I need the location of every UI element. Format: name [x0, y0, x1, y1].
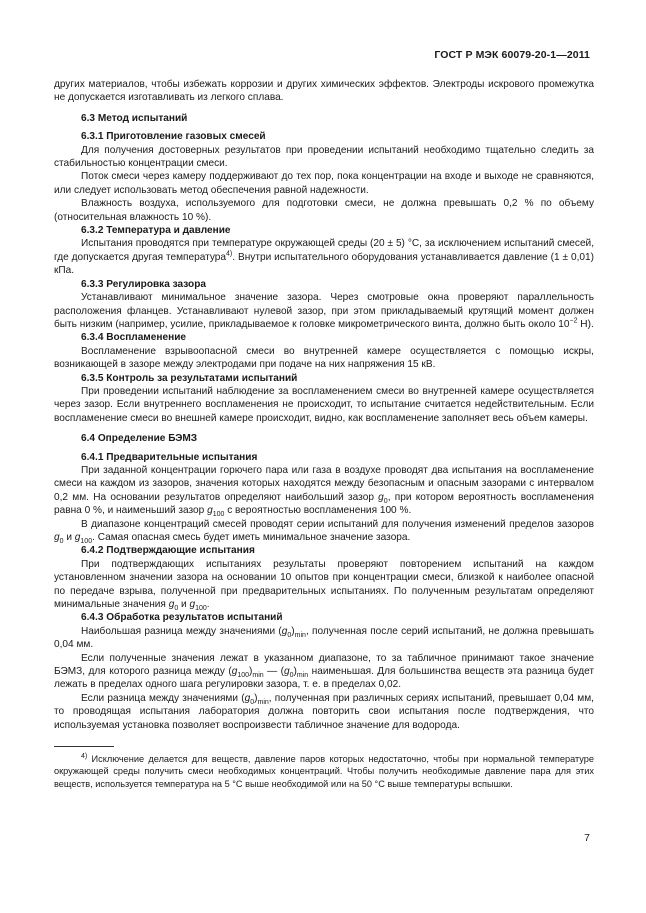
- paragraph: При заданной концентрации горючего пара или газа в воздухе проводят два испытания на воспламенение смеси на каждом из зазоров, значения которых находятся между безопасным и опасным зазорами с интервалом 0,2 мм. На основании результатов определяют наибольший зазор $g_0$, при котором вероятность воспламенения равна 0 %, и наименьший зазор $g_{100}$ с вероятностью воспламенения 100 %.: [54, 464, 594, 519]
- document-header: ГОСТ Р МЭК 60079-20-1—2011: [434, 49, 590, 61]
- paragraph: В диапазоне концентраций смесей проводят серии испытаний для получения изменений пределов зазоров $g_0$ и $g_{100}$. Самая опасная смесь будет иметь минимальное значение зазора.: [54, 518, 594, 546]
- section-6-4-3-title: 6.4.3 Обработка результатов испытаний: [81, 612, 283, 624]
- paragraph: Наибольшая разница между значениями $(g_0)_{min}$, полученная после серий испытаний, не должна превышать 0,04 мм.: [54, 625, 594, 651]
- page-number: 7: [584, 832, 590, 844]
- section-6-3-title: 6.3 Метод испытаний: [81, 112, 188, 124]
- section-6-3-4-title: 6.3.4 Воспламенение: [81, 332, 187, 344]
- paragraph: При подтверждающих испытаниях результаты проверяют повторением испытаний на каждом установленном значении зазора на основании 10 опытов при концентрации смеси, близкой к наиболее опасной по передаче взрыва, полученной при предварительных испытаниях. По полученным результатам определяют минимальные значения $g_0$ и $g_{100}$.: [54, 558, 594, 613]
- paragraph: Устанавливают минимальное значение зазора. Через смотровые окна проверяют параллельность расположения фланцев. Устанавливают нулевой зазор, при этом прикладываемый крутящий момент должен быть низким (например, усилие, прикладываемое к головке микрометрического винта, должно быть около $10^{-2}$ Н).: [54, 292, 594, 330]
- section-6-3-2-title: 6.3.2 Температура и давление: [81, 225, 231, 237]
- paragraph: Испытания проводятся при температуре окружающей среды (20 ± 5) °С, за исключением испытаний смесей, где допускается другая температура$^{4)}$. Внутри испытательного оборудования устанавливается давление (1 ± 0,01) кПа.: [54, 238, 594, 277]
- section-6-4-2-title: 6.4.2 Подтверждающие испытания: [81, 545, 255, 557]
- section-6-4-1-title: 6.4.1 Предварительные испытания: [81, 451, 258, 463]
- paragraph: Влажность воздуха, используемого для подготовки смеси, не должна превышать 0,2 % по объему (относительная влажность 10 %).: [54, 198, 594, 223]
- paragraph: При проведении испытаний наблюдение за воспламенением смеси во внутренней камере осуществляется через зазор. Если внутреннего воспламенения не происходит, то испытание считается недействительным. Если воспламенение смеси во внешней камере происходит, видно, как воспламенение заполняет весь объем камеры.: [54, 385, 594, 424]
- footnote: $^{4)}$ Исключение делается для веществ, давление паров которых недостаточно, чтобы при нормальной температуре окружающей среды получить смеси необходимых концентраций. Чтобы получить необходимые давление пара для этих веществ, используется температура на 5 °С выше необходимой или на 50 °С выше температуры вспышки.: [54, 753, 594, 789]
- paragraph: Воспламенение взрывоопасной смеси во внутренней камере осуществляется с помощью искры, возникающей в зазоре между электродами при подаче на них напряжения 15 кВ.: [54, 345, 594, 371]
- section-6-4-title: 6.4 Определение БЭМЗ: [81, 433, 198, 445]
- intro-paragraph: других материалов, чтобы избежать коррозии и других химических эффектов. Электроды искрового промежутка не допускается изготавливать из легкого сплава.: [54, 79, 594, 104]
- footnote-divider: [54, 746, 114, 747]
- footnote-ref: 4): [226, 250, 233, 258]
- paragraph: Если полученные значения лежат в указанном диапазоне, то за табличное принимают такое значение БЭМЗ, для которого разница между $(g_{100})_{min}$ — $(g_0)_{min}$ наименьшая. Для большинства веществ эта разница будет лежать в пределах одного шага регулировки зазора, т. е. в пределах 0,02.: [54, 652, 594, 691]
- paragraph: Для получения достоверных результатов при проведении испытаний необходимо тщательно следить за стабильностью концентрации смеси.: [54, 144, 594, 170]
- section-6-3-5-title: 6.3.5 Контроль за результатами испытаний: [81, 372, 298, 384]
- section-6-3-3-title: 6.3.3 Регулировка зазора: [81, 278, 206, 290]
- paragraph: Если разница между значениями $(g_0)_{min}$, полученная при различных сериях испытаний, превышает 0,04 мм, то проводящая испытания лаборатория должна повторить свои испытания после подтверждения, что используемая установка позволяет воспроизвести табличное значение для водорода.: [54, 692, 594, 731]
- paragraph: Поток смеси через камеру поддерживают до тех пор, пока концентрации на входе и выходе не сравняются, или следует использовать метод обеспечения равной надежности.: [54, 171, 594, 196]
- document-body: [54, 78, 594, 790]
- footnote-mark: 4): [81, 753, 88, 761]
- section-6-3-1-title: 6.3.1 Приготовление газовых смесей: [81, 131, 266, 143]
